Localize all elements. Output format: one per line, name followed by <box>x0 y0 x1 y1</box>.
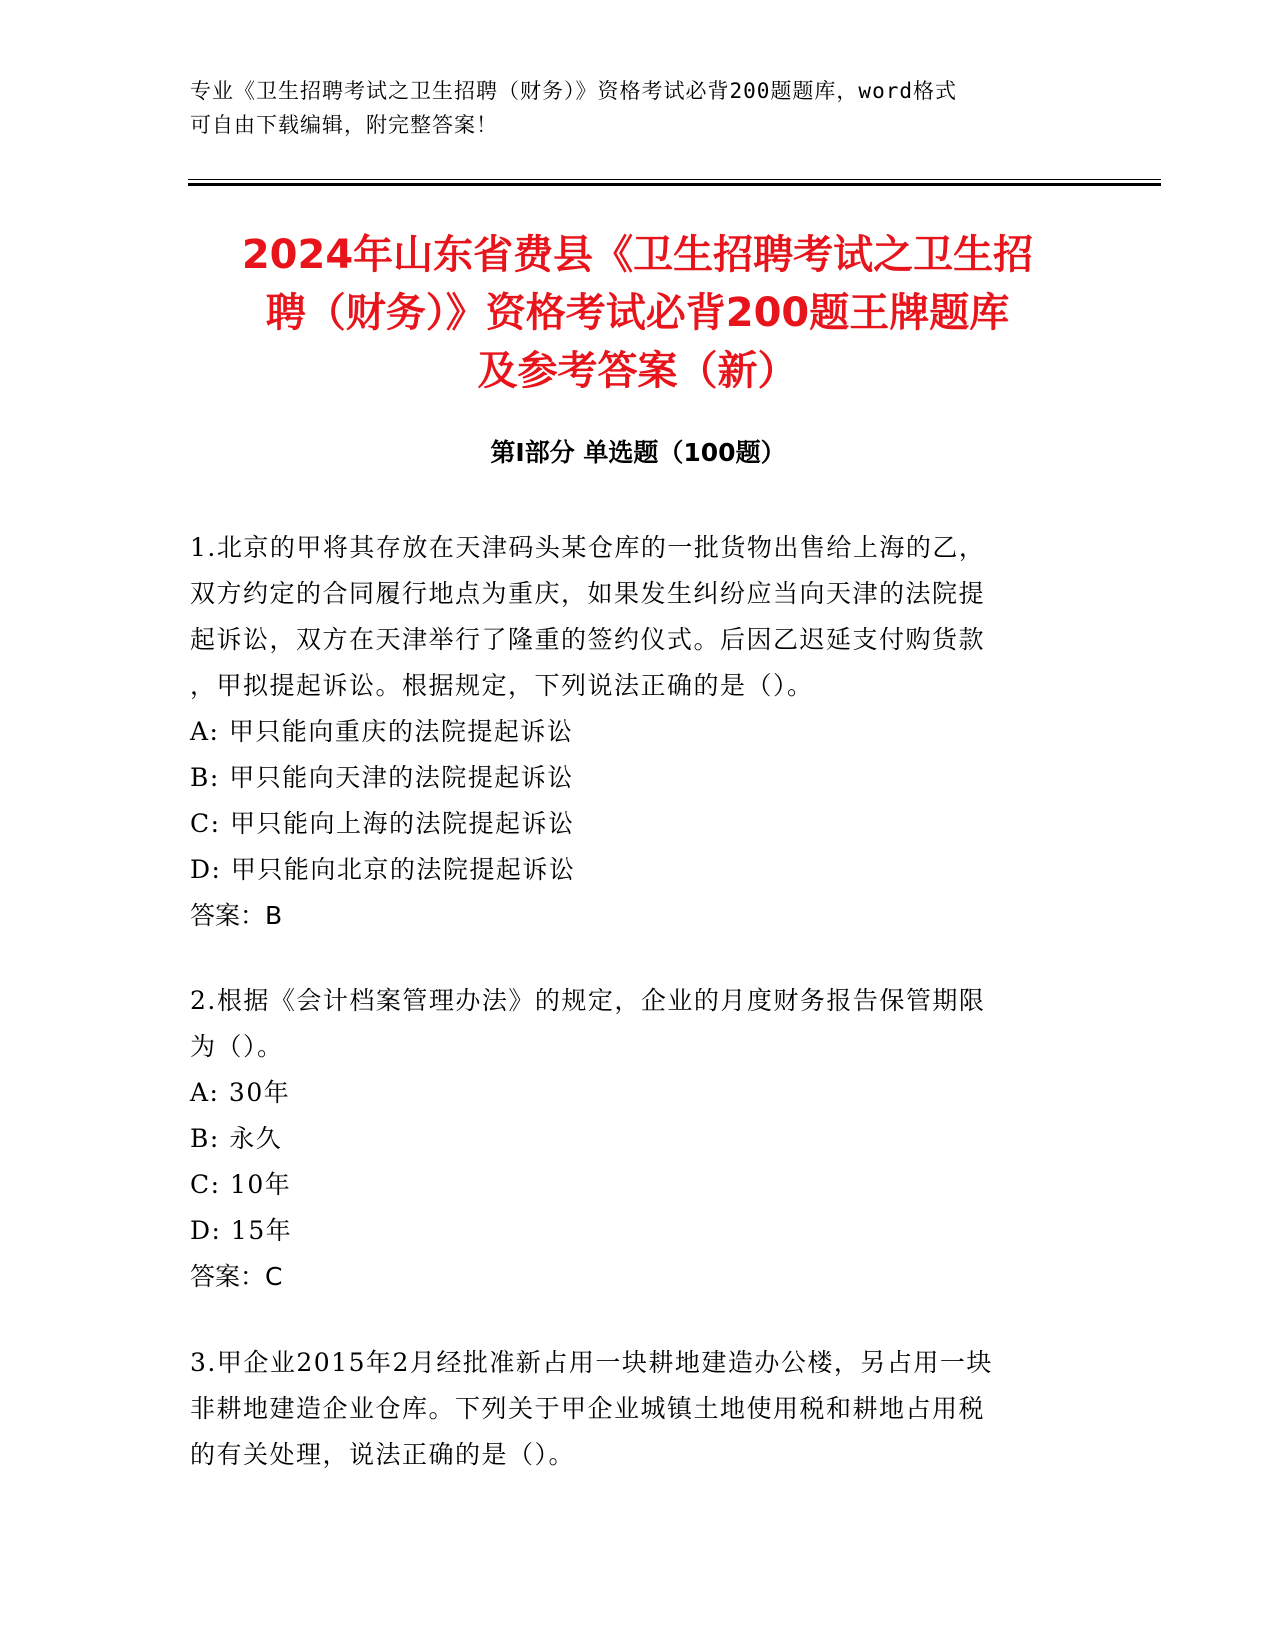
question-2 <box>190 978 1090 1300</box>
document-title-line-1: 2024年山东省费县《卫生招聘考试之卫生招 <box>241 232 1034 278</box>
option-b: B: 甲只能向天津的法院提起诉讼 <box>190 763 574 792</box>
document-title <box>160 226 1115 400</box>
option-d: D: 15年 <box>190 1216 293 1245</box>
option-c: C: 10年 <box>190 1170 292 1199</box>
option-a: A: 30年 <box>190 1078 291 1107</box>
question-stem-line: 2.根据《会计档案管理办法》的规定，企业的月度财务报告保管期限 <box>190 986 986 1015</box>
header-divider-thick <box>188 183 1161 186</box>
header-note-line-1: 专业《卫生招聘考试之卫生招聘（财务）》资格考试必背200题题库，word格式 <box>190 79 957 103</box>
question-stem-line: 双方约定的合同履行地点为重庆，如果发生纠纷应当向天津的法院提 <box>190 579 986 608</box>
question-stem-line: 为（）。 <box>190 1032 284 1061</box>
section-title: 第Ⅰ部分 单选题（100题） <box>490 438 786 467</box>
answer: 答案：B <box>190 901 283 930</box>
question-3 <box>190 1340 1090 1478</box>
option-d: D: 甲只能向北京的法院提起诉讼 <box>190 855 576 884</box>
option-b: B: 永久 <box>190 1124 283 1153</box>
question-stem-line: 非耕地建造企业仓库。下列关于甲企业城镇土地使用税和耕地占用税 <box>190 1394 986 1423</box>
question-stem-line: ，甲拟提起诉讼。根据规定，下列说法正确的是（）。 <box>190 671 814 700</box>
question-stem-line: 的有关处理，说法正确的是（）。 <box>190 1440 576 1469</box>
header-divider-thin <box>188 179 1161 180</box>
answer: 答案：C <box>190 1262 283 1291</box>
document-title-line-2: 聘（财务）》资格考试必背200题王牌题库 <box>265 290 1010 336</box>
question-stem-line: 3.甲企业2015年2月经批准新占用一块耕地建造办公楼，另占用一块 <box>190 1348 993 1377</box>
option-c: C: 甲只能向上海的法院提起诉讼 <box>190 809 575 838</box>
question-1 <box>190 525 1090 939</box>
header-note-line-2: 可自由下载编辑，附完整答案！ <box>190 113 498 137</box>
question-stem-line: 1.北京的甲将其存放在天津码头某仓库的一批货物出售给上海的乙， <box>190 533 986 562</box>
header-note <box>190 74 1090 142</box>
document-title-line-3: 及参考答案（新） <box>477 348 798 394</box>
question-stem-line: 起诉讼，双方在天津举行了隆重的签约仪式。后因乙迟延支付购货款 <box>190 625 986 654</box>
option-a: A: 甲只能向重庆的法院提起诉讼 <box>190 717 574 746</box>
